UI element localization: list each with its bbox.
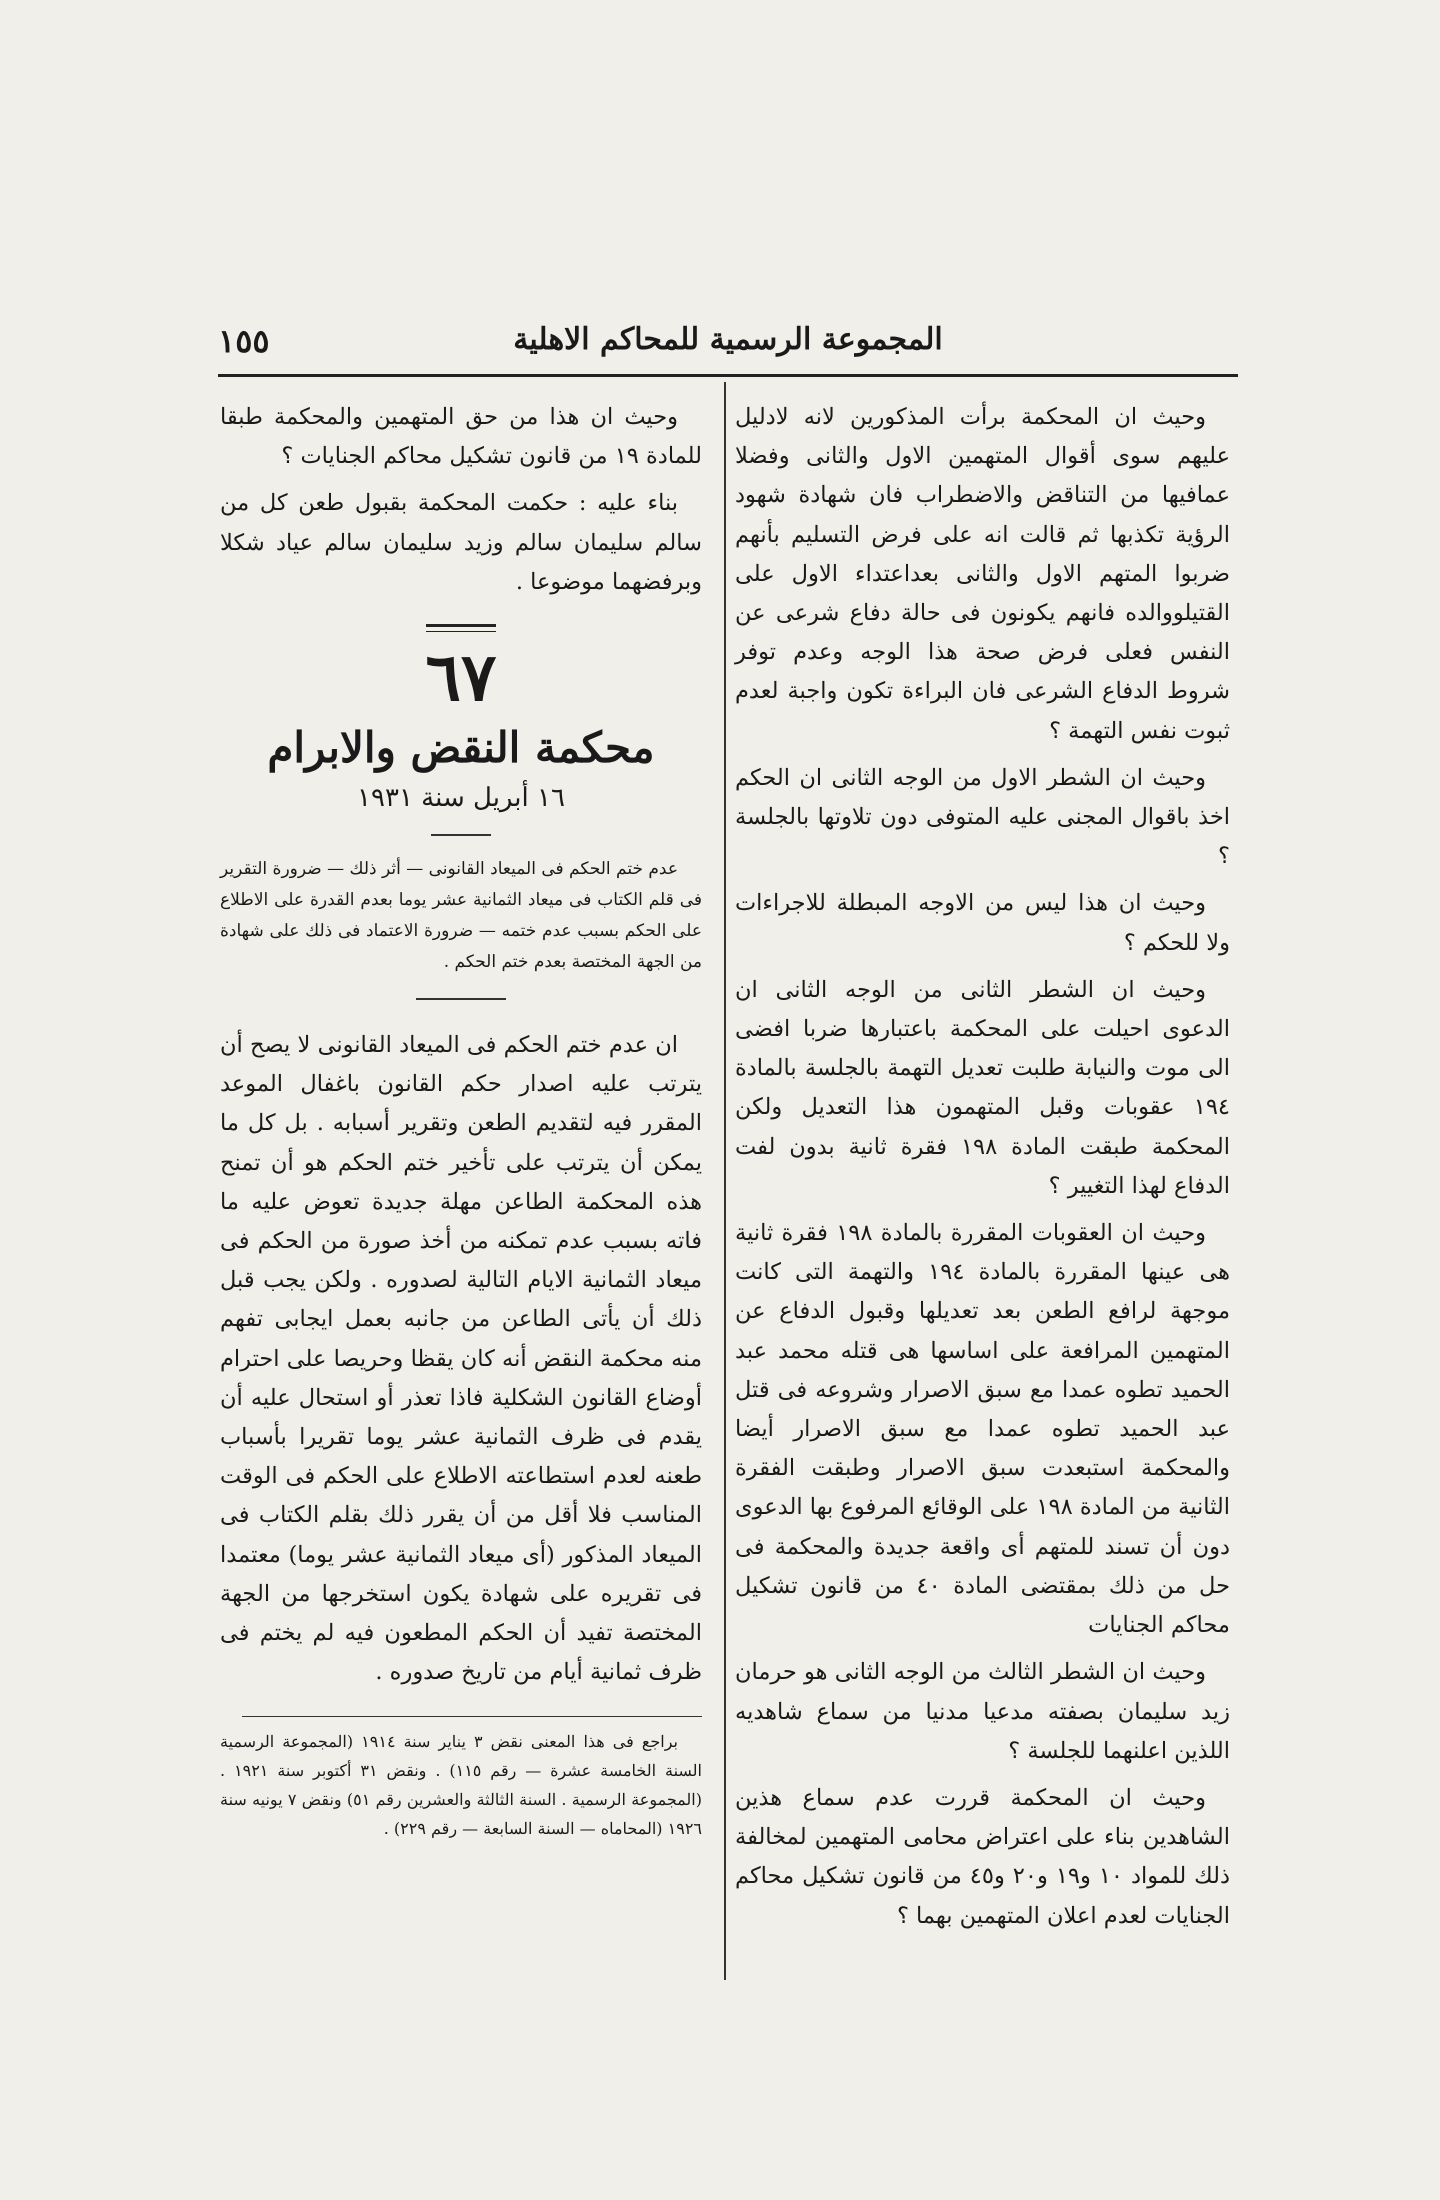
paragraph: وحيث ان الشطر الاول من الوجه الثانى ان الحكم اخذ باقوال المجنى عليه المتوفى دون تلاوتها بالجلسة ؟ [735,764,1230,870]
journal-title: المجموعة الرسمية للمحاكم الاهلية [513,322,943,357]
paragraph: وحيث ان المحكمة قررت عدم سماع هذين الشاهدين بناء على اعتراض محامى المتهمين لمخالفة ذلك للمواد ١٠ و١٩ و٢٠ و٤٥ من قانون تشكيل محاكم الجنايات لعدم اعلان المتهمين بهما ؟ [735,1784,1230,1929]
court-name: محكمة النقض والابرام [267,723,655,773]
divider [416,998,506,1000]
paragraph: وحيث ان العقوبات المقررة بالمادة ١٩٨ فقرة ثانية هى عينها المقررة بالمادة ١٩٤ والتهمة التى كانت موجهة لرافع الطعن بعد تعديلها وقبول الدفاع عن المتهمين المرافعة على اساسها هى قتله محمد عبد الحميد تطوه عمدا مع سبق الاصرار وشروعه فى قتل عبد الحميد تطوه عمدا مع سبق الاصرار أيضا والمحكمة استبعدت سبق الاصرار وطبقت الفقرة الثانية من المادة ١٩٨ على الوقائع المرفوع بها الدعوى دون أن تسند للمتهم أى واقعة جديدة والمحكمة فى حل من ذلك بمقتضى المادة ٤٠ من قانون تشكيل محاكم الجنايات [735,1220,1231,1639]
column-divider [724,382,726,1980]
case-summary: عدم ختم الحكم فى الميعاد القانونى — أثر ذلك — ضرورة التقرير فى قلم الكتاب فى ميعاد الثمانية عشر يوما بعدم القدرة على الاطلاع على الحكم بسبب عدم ختمه — ضرورة الاعتماد فى ذلك على شهادة من الجهة المختصة بعدم ختم الحكم . [220,859,702,973]
section-ornament [426,624,496,632]
footnote-rule [242,1716,702,1717]
paragraph: وحيث ان المحكمة برأت المذكورين لانه لادليل عليهم سوى أقوال المتهمين الاول والثانى وفضلا عمافيها من التناقض والاضطراب فان شهادة شهود الرؤية تكذبها ثم قالت انه على فرض التسليم بأنهم ضربوا المتهم الاول والثانى بعداعتداء الاول على القتيلووالده فانهم يكونون فى حالة دفاع شرعى عن النفس فعلى فرض صحة هذا الوجه وعدم توفر شروط الدفاع الشرعى فان البراءة تكون واجبة لعدم ثبوت نفس التهمة ؟ [735,404,1230,744]
case-date: ١٦ أبريل سنة ١٩٣١ [357,783,565,814]
divider [431,834,491,836]
footnote: براجع فى هذا المعنى نقض ٣ يناير سنة ١٩١٤ (المجموعة الرسمية السنة الخامسة عشرة — رقم ١١٥) . ونقض ٣١ أكتوبر سنة ١٩٢١ . (المجموعة الرسمية . السنة الثالثة والعشرين رقم ٥١) ونقض ٧ يونيه سنة ١٩٢٦ (المحاماه — السنة السابعة — رقم ٢٢٩) . [220,1732,702,1839]
paragraph: وحيث ان الشطر الثالث من الوجه الثانى هو حرمان زيد سليمان بصفته مدعيا مدنيا من سماع شاهديه اللذين اعلنهما للجلسة ؟ [735,1659,1230,1764]
header-rule [218,374,1238,377]
ruling-text: ان عدم ختم الحكم فى الميعاد القانونى لا يصح أن يترتب عليه اصدار حكم القانون باغفال الموعد المقرر فيه لتقديم الطعن وتقرير أسبابه . بل كل ما يمكن أن يترتب على تأخير ختم الحكم هو أن تمنح هذه المحكمة الطاعن مهلة جديدة تعوض عليه ما فاته بسبب عدم تمكنه من أخذ صورة من الحكم فى ميعاد الثمانية الايام التالية لصدوره . ولكن يجب قبل ذلك أن يأتى الطاعن من جانبه بعمل ايجابى تفهم منه محكمة النقض أنه كان يقظا وحريصا على احترام أوضاع القانون الشكلية فاذا تعذر أو استحال عليه أن يقدم فى ظرف الثمانية عشر يوما تقريرا بأسباب طعنه لعدم استطاعته الاطلاع على الحكم فى الوقت المناسب فلا أقل من أن يقرر ذلك بقلم الكتاب فى الميعاد المذكور (أى ميعاد الثمانية عشر يوما) معتمدا فى تقريره على شهادة يكون استخرجها من الجهة المختصة تفيد أن الحكم المطعون فيه لم يختم فى ظرف ثمانية أيام من تاريخ صدوره . [220,1032,702,1686]
paragraph: وحيث ان الشطر الثانى من الوجه الثانى ان الدعوى احيلت على المحكمة باعتبارها ضربا افضى الى موت والنيابة طلبت تعديل التهمة بالجلسة بالمادة ١٩٤ عقوبات وقبل المتهمون هذا التعديل ولكن المحكمة طبقت المادة ١٩٨ فقرة ثانية بدون لفت الدفاع لهذا التغيير ؟ [735,976,1230,1199]
left-column [220,398,702,1851]
page-header [218,322,1238,372]
paragraph: وحيث ان هذا من حق المتهمين والمحكمة طبقا للمادة ١٩ من قانون تشكيل محاكم الجنايات ؟ [220,404,702,470]
case-number: ٦٧ [425,638,497,717]
page-number: ١٥٥ [218,322,270,360]
verdict-paragraph: بناء عليه : حكمت المحكمة بقبول طعن كل من سالم سليمان سالم وزيد سليمان سالم عياد شكلا وبرفضهما موضوعا . [220,490,702,595]
right-column [735,398,1230,1944]
paragraph: وحيث ان هذا ليس من الاوجه المبطلة للاجراءات ولا للحكم ؟ [735,890,1230,956]
